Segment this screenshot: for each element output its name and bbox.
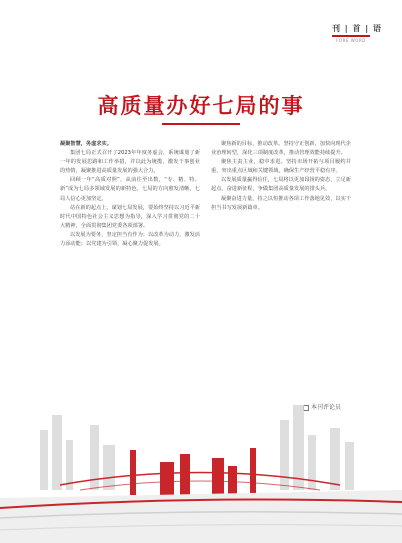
red-structures [130,448,256,495]
ground [0,490,402,543]
paragraph: 聚焦主责主业，稳中求进。坚持市场开拓与项目履约并重，突出重点区域和关键领域，确保生产经营平稳有序。 [211,159,351,175]
lead-paragraph: 凝聚智慧，务虚求实。 [60,141,112,147]
source-label: 本刊评论员 [311,404,342,411]
badge-rule [332,35,370,37]
paragraph: 聚焦新的目标，推动改革。坚持守正创新，加快向现代企业治理转型，深化三项制度改革，推动管理效能持续提升。 [211,141,351,157]
gray-buildings [40,405,354,490]
title-underline [162,123,240,125]
paragraph: 回顾一年“高质对照”，从前往至出数，“专、精、特、新”成为七局多领域发展的新特色，七局的方向愈发清晰，七局人信心更加坚定。 [60,177,200,202]
article-column-right [211,140,351,213]
section-badge [332,24,382,50]
article-column-left [60,140,200,249]
paragraph: 集团七局正式召开了2023年年度务虚会，系统谋划了新一年的发展思路和工作举措，并以此为统揽，激发干事创业的热情，凝聚推进高质量发展的强大合力。 [60,150,200,175]
paragraph: 以发展质量赢得信任，七局将以更加昂扬的姿态，立足新起点，奋进新征程，争做集团高质量发展的排头兵。 [211,177,351,193]
badge-label: 刊 | 首 | 语 [332,24,382,33]
badge-english: FORE WORD [336,38,366,43]
page-title: 高质量办好七局的事 [97,94,305,118]
paragraph: 凝聚奋进力量，持之以恒推动各项工作落地见效，以实干担当书写发展新篇章。 [211,195,351,211]
paragraph: 站在新的起点上，谋划七局发展，要始终坚持以习近平新时代中国特色社会主义思想为指导，深入学习贯彻党的二十大精神，全面贯彻集团党委各项部署。 [60,204,200,229]
paragraph: 以发展为要务，坚定担当有作为；以改革为动力，激发活力添动能；以党建为引领，凝心聚力促发展。 [60,231,200,248]
skyline-illustration [0,390,402,543]
